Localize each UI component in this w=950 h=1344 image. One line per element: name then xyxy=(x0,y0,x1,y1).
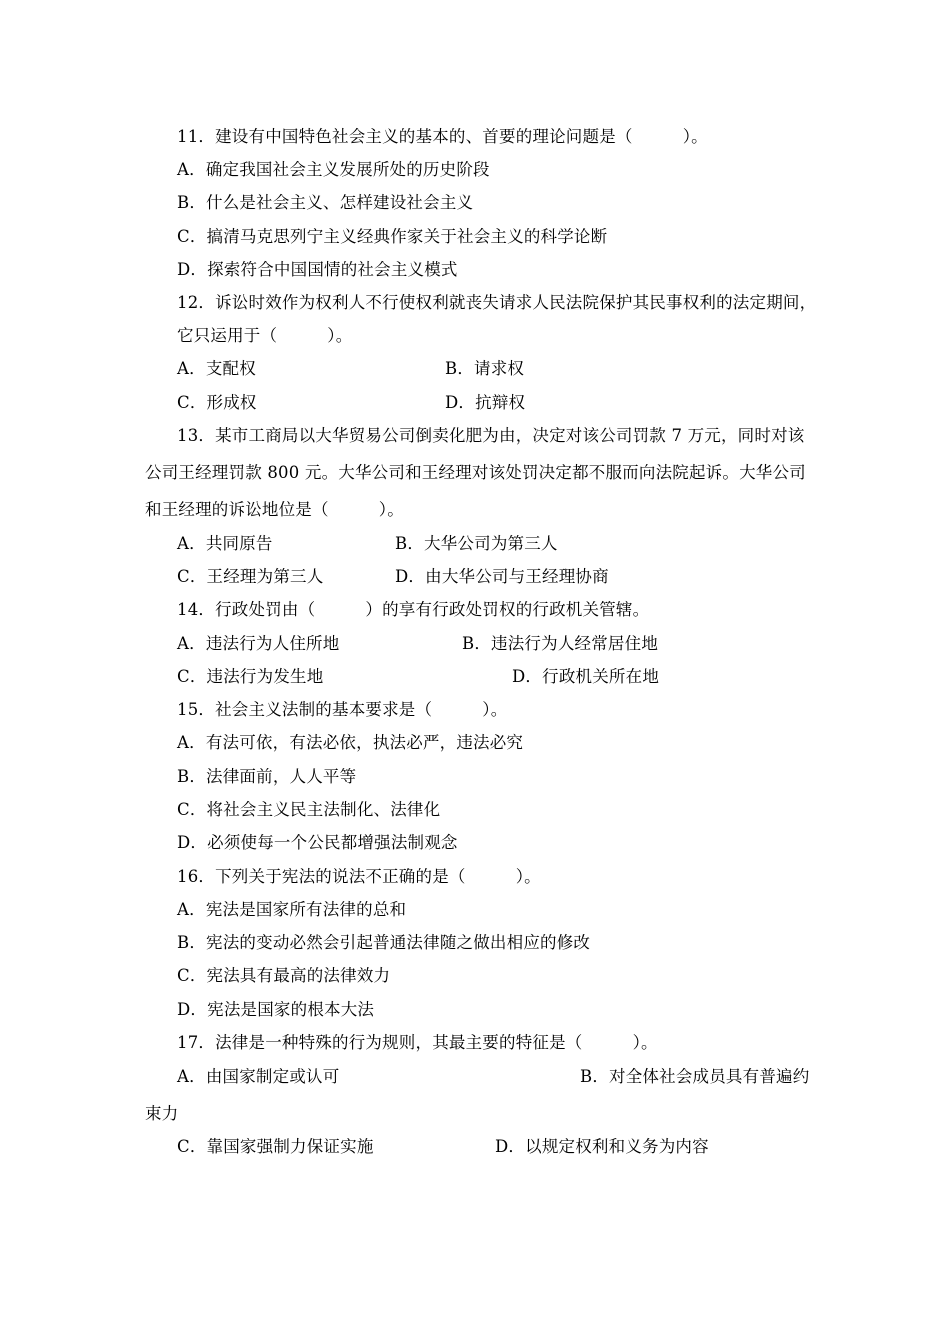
question-12-stem-line-2: 它只运用于（ ）。 xyxy=(177,326,353,345)
question-12-option-c: C．形成权 xyxy=(177,393,257,412)
question-17-option-d: D．以规定权利和义务为内容 xyxy=(495,1137,709,1156)
question-11-option-b: B．什么是社会主义、怎样建设社会主义 xyxy=(177,193,474,212)
question-11-option-d: D．探索符合中国国情的社会主义模式 xyxy=(177,260,458,279)
question-11-stem: 11．建设有中国特色社会主义的基本的、首要的理论问题是（ ）。 xyxy=(177,127,708,146)
question-11-option-c: C．搞清马克思列宁主义经典作家关于社会主义的科学论断 xyxy=(177,227,608,246)
question-17-option-b: B．对全体社会成员具有普遍约 xyxy=(580,1067,810,1086)
question-14-option-d: D．行政机关所在地 xyxy=(512,667,660,686)
question-13-option-a: A．共同原告 xyxy=(177,534,273,553)
question-14-option-c: C．违法行为发生地 xyxy=(177,667,324,686)
question-14-option-a: A．违法行为人住所地 xyxy=(177,634,340,653)
question-13-stem-line-1: 13．某市工商局以大华贸易公司倒卖化肥为由，决定对该公司罚款 7 万元，同时对该 xyxy=(177,426,805,445)
question-15-option-b: B．法律面前，人人平等 xyxy=(177,767,357,786)
question-16-option-d: D．宪法是国家的根本大法 xyxy=(177,1000,375,1019)
question-11-option-a: A．确定我国社会主义发展所处的历史阶段 xyxy=(177,160,490,179)
question-12-option-a: A．支配权 xyxy=(177,359,256,378)
question-16-option-a: A．宪法是国家所有法律的总和 xyxy=(177,900,407,919)
question-16-option-b: B．宪法的变动必然会引起普通法律随之做出相应的修改 xyxy=(177,933,591,952)
question-13-stem-line-2: 公司王经理罚款 800 元。大华公司和王经理对该处罚决定都不服而向法院起诉。大华公司 xyxy=(145,463,806,482)
question-15-option-a: A．有法可依，有法必依，执法必严，违法必究 xyxy=(177,733,524,752)
question-16-stem: 16．下列关于宪法的说法不正确的是（ ）。 xyxy=(177,867,541,886)
question-12-stem-line-1: 12．诉讼时效作为权利人不行使权利就丧失请求人民法院保护其民事权利的法定期间， xyxy=(177,293,817,312)
question-17-option-a: A．由国家制定或认可 xyxy=(177,1067,340,1086)
question-13-option-d: D．由大华公司与王经理协商 xyxy=(395,567,609,586)
question-13-option-c: C．王经理为第三人 xyxy=(177,567,324,586)
question-16-option-c: C．宪法具有最高的法律效力 xyxy=(177,966,391,985)
question-15-option-d: D．必须使每一个公民都增强法制观念 xyxy=(177,833,458,852)
question-14-option-b: B．违法行为人经常居住地 xyxy=(462,634,659,653)
question-15-option-c: C．将社会主义民主法制化、法律化 xyxy=(177,800,441,819)
question-12-option-b: B．请求权 xyxy=(445,359,525,378)
question-14-stem: 14．行政处罚由（ ）的享有行政处罚权的行政机关管辖。 xyxy=(177,600,650,619)
question-13-option-b: B．大华公司为第三人 xyxy=(395,534,558,553)
question-17-option-c: C．靠国家强制力保证实施 xyxy=(177,1137,374,1156)
question-17-option-b-continued: 束力 xyxy=(145,1104,179,1123)
question-13-stem-line-3: 和王经理的诉讼地位是（ ）。 xyxy=(145,500,404,519)
question-12-option-d: D．抗辩权 xyxy=(445,393,526,412)
question-17-stem: 17．法律是一种特殊的行为规则，其最主要的特征是（ ）。 xyxy=(177,1033,658,1052)
question-15-stem: 15．社会主义法制的基本要求是（ ）。 xyxy=(177,700,508,719)
